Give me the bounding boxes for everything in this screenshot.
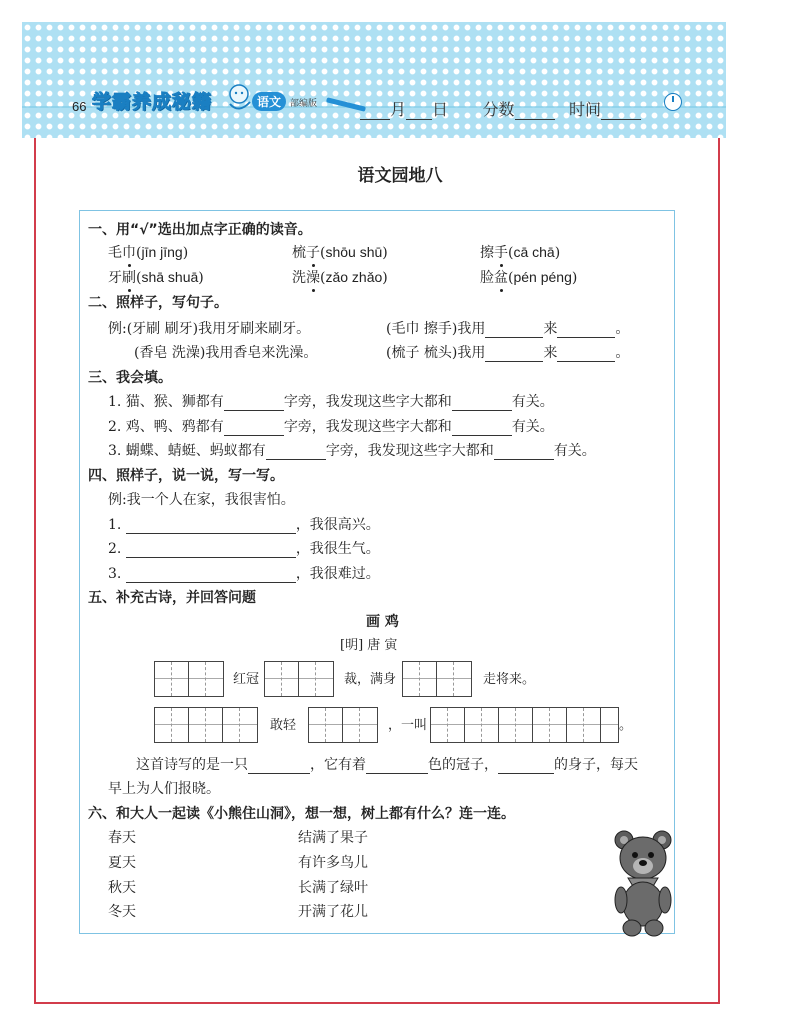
tree-item-fruit[interactable]: 结满了果子 xyxy=(298,830,368,846)
poem-word-2: 裁，满身 xyxy=(344,672,397,687)
s5-question[interactable]: 这首诗写的是一只 ，它有着 色的冠子， 的身子，每天 xyxy=(136,757,638,773)
s1-item-1[interactable]: 毛巾(jīn jīng) xyxy=(108,244,189,261)
section6-heading: 六、和大人一起读《小熊住山洞》，想一想，树上都有什么？连一连。 xyxy=(88,806,515,822)
s4-example: 例:我一个人在家，我很害怕。 xyxy=(108,492,295,508)
edition-label: 部编版 xyxy=(290,98,318,108)
s4-item-1[interactable]: 1. ，我很高兴。 xyxy=(108,517,380,533)
season-winter[interactable]: 冬天 xyxy=(108,904,136,920)
tree-item-birds[interactable]: 有许多鸟儿 xyxy=(298,855,368,871)
s2-question-2[interactable]: (梳子 梳头)我用 来 。 xyxy=(386,345,630,361)
section4-heading: 四、照样子，说一说，写一写。 xyxy=(88,468,284,484)
subject-badge: 语文 xyxy=(252,92,286,111)
section2-heading: 二、照样子，写句子。 xyxy=(88,295,228,311)
poem-grid-2[interactable] xyxy=(264,661,334,697)
s5-question-cont: 早上为人们报晓。 xyxy=(108,781,220,797)
clock-icon xyxy=(664,93,682,111)
section3-heading: 三、我会填。 xyxy=(88,370,172,386)
season-autumn[interactable]: 秋天 xyxy=(108,880,136,896)
page-number: 66 xyxy=(72,99,87,114)
score-blank[interactable] xyxy=(515,103,555,120)
poem-word-3: 走将来。 xyxy=(483,672,536,687)
mascot-icon xyxy=(224,82,254,112)
s1-item-4[interactable]: 牙刷(shā shuā) xyxy=(108,269,204,286)
tree-item-flowers[interactable]: 开满了花儿 xyxy=(298,904,368,920)
poem-word-6: 。 xyxy=(619,718,633,733)
poem-grid-6[interactable] xyxy=(430,707,619,743)
s3-item-2[interactable]: 2. 鸡、鸭、鸦都有 字旁，我发现这些字大都和 有关。 xyxy=(108,419,554,435)
poem-word-5: ，一叫 xyxy=(388,718,428,733)
bear-illustration xyxy=(608,826,678,938)
s2-example-2: (香皂 洗澡)我用香皂来洗澡。 xyxy=(134,345,318,361)
poem-author: [明] 唐 寅 xyxy=(340,638,398,653)
season-summer[interactable]: 夏天 xyxy=(108,855,136,871)
poem-grid-1[interactable] xyxy=(154,661,224,697)
poem-word-4: 敢轻 xyxy=(270,718,297,733)
poem-grid-3[interactable] xyxy=(402,661,472,697)
day-label: 日 xyxy=(432,102,449,119)
s2-question-1[interactable]: (毛巾 擦手)我用 来 。 xyxy=(386,321,630,337)
s4-item-3[interactable]: 3. ，我很难过。 xyxy=(108,566,380,582)
page-title: 语文园地八 xyxy=(357,166,443,186)
score-label: 分数 xyxy=(482,102,515,119)
poem-title: 画 鸡 xyxy=(366,614,399,630)
s1-item-3[interactable]: 擦手(cā chā) xyxy=(480,244,561,261)
s4-item-2[interactable]: 2. ，我很生气。 xyxy=(108,541,380,557)
poem-grid-5[interactable] xyxy=(308,707,378,743)
poem-grid-4[interactable] xyxy=(154,707,258,743)
header-banner xyxy=(22,22,726,138)
section5-heading: 五、补充古诗，并回答问题 xyxy=(88,590,256,606)
s2-example: 例:(牙刷 刷牙)我用牙刷来刷牙。 xyxy=(108,321,311,337)
s1-item-2[interactable]: 梳子(shōu shū) xyxy=(292,244,388,261)
tree-item-leaves[interactable]: 长满了绿叶 xyxy=(298,880,368,896)
s1-item-6[interactable]: 脸盆(pén péng) xyxy=(480,269,578,286)
section1-heading: 一、用“√”选出加点字正确的读音。 xyxy=(88,222,312,238)
time-label: 时间 xyxy=(568,102,601,119)
s3-item-1[interactable]: 1. 猫、猴、狮都有 字旁，我发现这些字大都和 有关。 xyxy=(108,394,554,410)
s3-item-3[interactable]: 3. 蝴蝶、蜻蜓、蚂蚁都有 字旁，我发现这些字大都和 有关。 xyxy=(108,443,596,459)
time-blank[interactable] xyxy=(601,103,641,120)
month-blank[interactable] xyxy=(360,103,390,120)
poem-word-1: 红冠 xyxy=(233,672,260,687)
s1-item-5[interactable]: 洗澡(zǎo zhǎo) xyxy=(292,269,388,286)
date-score-time xyxy=(360,97,641,120)
month-label: 月 xyxy=(390,102,407,119)
season-spring[interactable]: 春天 xyxy=(108,830,136,846)
series-logo: 学霸养成秘籍 xyxy=(92,92,213,113)
day-blank[interactable] xyxy=(406,103,432,120)
